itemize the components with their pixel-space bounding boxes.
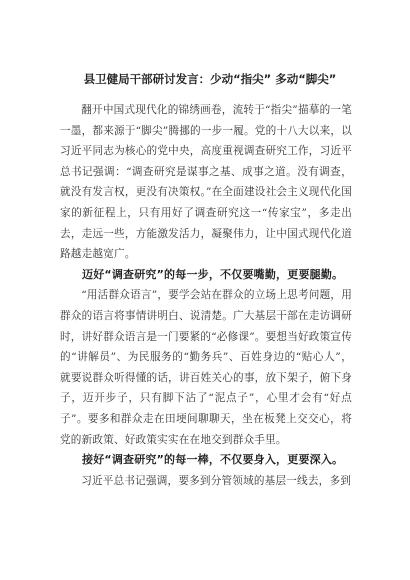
paragraph-section-1: “用活群众语言”，要学会站在群众的立场上思考问题，用群众的语言将事情讲明白、说清楚。广大基层干部在走访调研时，讲好群众语言是一门要紧的“必修课”。要想当好政策宣传的“讲解员”、为民服务的“勤务兵”、百姓身边的“贴心人”，就要说群众听得懂的话，讲百姓关心的事，放下架子，俯下身子，迈开步子，只有脚下沾了“泥点子”，心里才会有“好点子”。要多和群众走在田埂间聊聊天，坐在板凳上交交心，将党的新政策、好政策实实在在地交到群众手里。	[60, 289, 352, 446]
document-body	[60, 100, 352, 491]
document-title: 县卫健局干部研讨发言：少动“指尖” 多动“脚尖”	[83, 72, 337, 86]
section-heading-1: 迈好“调查研究”的每一步，不仅要嘴勤，更要腿勤。	[82, 267, 344, 281]
paragraph-intro: 翻开中国式现代化的锦绣画卷，流转于“指尖”描摹的一笔一墨，都来源于“脚尖”腾挪的一步一履。党的十八大以来，以习近平同志为核心的党中央，高度重视调查研究工作，习近平总书记强调：“调查研究是谋事之基、成事之道。没有调查，就没有发言权，更没有决策权。”在全面建设社会主义现代化国家的新征程上，只有用好了调查研究这一“传家宝”，多走出去，走远一些，方能激发活力，凝聚伟力，让中国式现代化道路越走越宽广。	[60, 104, 352, 261]
section-heading-2: 接好“调查研究”的每一棒，不仅要身入，更要深入。	[82, 453, 344, 467]
paragraph-section-2: 习近平总书记强调，要多到分管领域的基层一线去，多到	[81, 474, 352, 487]
